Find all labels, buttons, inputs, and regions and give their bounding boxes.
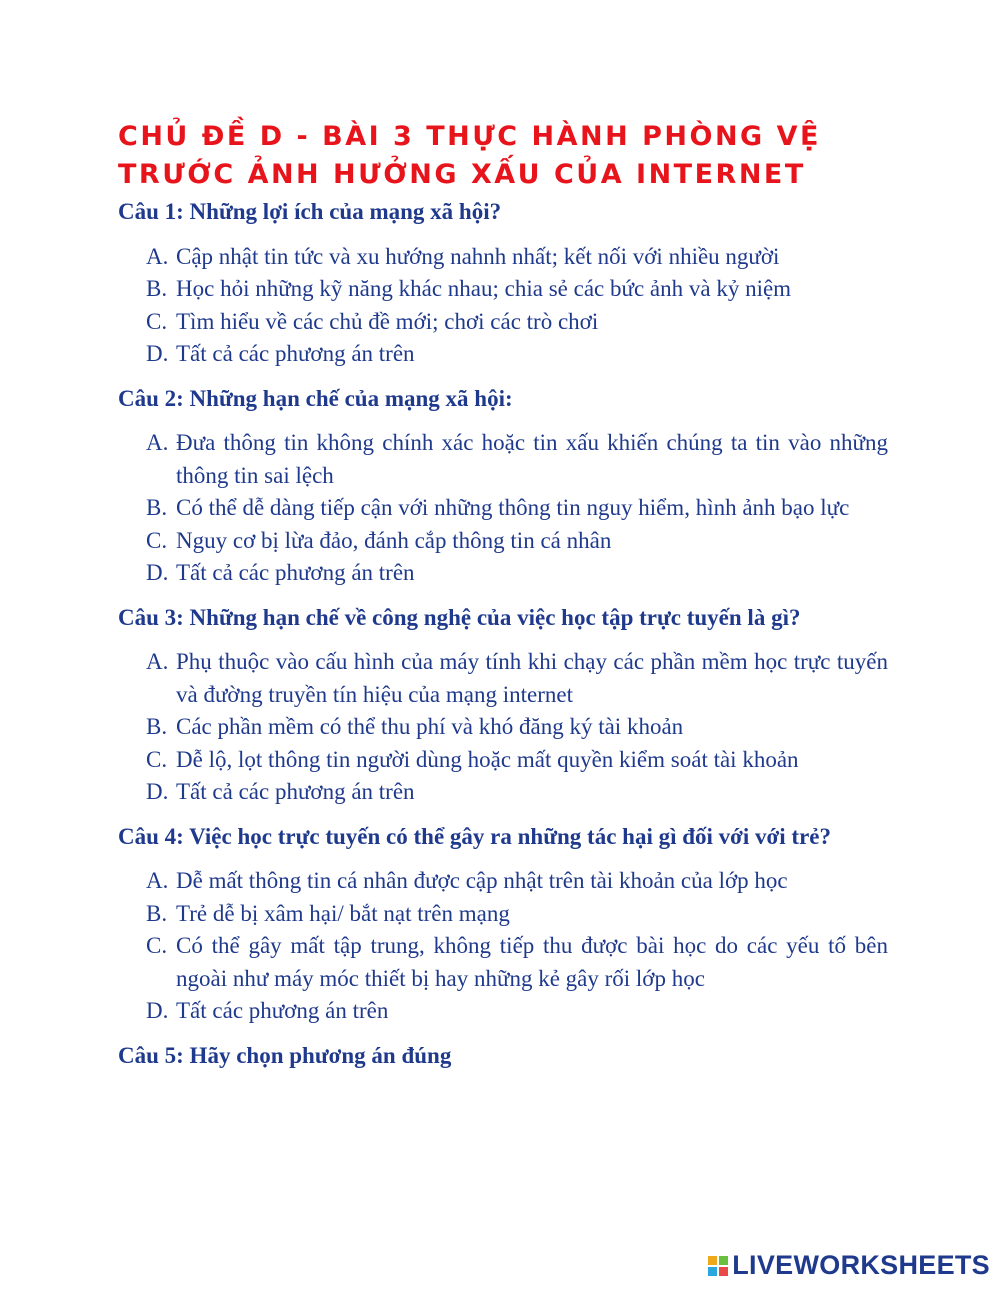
question-title: Câu 3: Những hạn chế về công nghệ của việc học tập trực tuyến là gì? [118,604,801,630]
option-letter: B. [146,495,168,520]
option-text: Học hỏi những kỹ năng khác nhau; chia sẻ các bức ảnh và kỷ niệm [176,276,792,301]
option-text: Dễ mất thông tin cá nhân được cập nhật trên tài khoản của lớp học [176,868,788,893]
option-letter: A. [146,868,169,893]
question-title: Câu 2: Những hạn chế của mạng xã hội: [118,385,513,411]
page-title [118,118,898,194]
option-text: Có thể dễ dàng tiếp cận với những thông tin nguy hiểm, hình ảnh bạo lực [176,495,850,520]
option-letter: D. [146,779,169,804]
question-list [118,196,888,1084]
option-letter: B. [146,900,168,926]
option-text: Cập nhật tin tức và xu hướng nahnh nhất; kết nối với nhiều người [176,243,780,269]
option-text: Tất cả các phương án trên [176,560,415,585]
question-title: Câu 5: Hãy chọn phương án đúng [118,1042,452,1068]
option-text: Phụ thuộc vào cấu hình của máy tính khi chạy các phần mềm học trực tuyến và đường truyền tín hiệu của mạng internet [176,649,888,707]
option-letter: D. [146,560,169,585]
option-letter: A. [146,243,169,269]
option-letter: B. [146,714,168,739]
answer-option [118,646,888,711]
option-text: Tất cả các phương án trên [176,341,415,366]
option-letter: D. [146,998,169,1023]
logo-square [708,1267,717,1276]
answer-option [118,525,888,558]
answer-option [118,995,888,1028]
answer-option [118,776,888,809]
liveworksheets-logo [708,1250,990,1281]
question-title: Câu 1: Những lợi ích của mạng xã hội? [118,199,502,224]
answer-option [118,427,888,492]
option-text: Dễ lộ, lọt thông tin người dùng hoặc mất quyền kiểm soát tài khoản [176,746,799,772]
answer-option [118,273,888,306]
answer-option [118,338,888,371]
answer-option [118,898,888,931]
option-letter: B. [146,276,168,301]
logo-square [719,1256,728,1265]
answer-option [118,492,888,525]
answer-options [118,241,888,371]
answer-option [118,306,888,339]
answer-option [118,865,888,898]
title-line-2: TRƯỚC ẢNH HƯỞNG XẤU CỦA INTERNET [118,159,806,190]
answer-option [118,557,888,590]
option-letter: C. [146,746,168,772]
answer-option [118,241,888,274]
option-letter: A. [146,649,169,674]
answer-option [118,744,888,777]
title-line-1: CHỦ ĐỀ D - BÀI 3 THỰC HÀNH PHÒNG VỆ [118,121,821,152]
option-text: Đưa thông tin không chính xác hoặc tin xấu khiến chúng ta tin vào những thông tin sai lệch [176,430,888,488]
option-text: Nguy cơ bị lừa đảo, đánh cắp thông tin cá nhân [176,527,612,553]
answer-options [118,865,888,1028]
answer-option [118,711,888,744]
option-text: Tất các phương án trên [176,998,389,1023]
logo-square [708,1256,717,1265]
answer-options [118,646,888,809]
option-letter: A. [146,430,169,455]
option-text: Các phần mềm có thể thu phí và khó đăng ký tài khoản [176,714,684,739]
question-title: Câu 4: Việc học trực tuyến có thể gây ra những tác hại gì đối với với trẻ? [118,823,831,849]
option-text: Tất cả các phương án trên [176,779,415,804]
option-letter: C. [146,527,168,553]
option-letter: D. [146,341,169,366]
option-text: Trẻ dễ bị xâm hại/ bắt nạt trên mạng [176,900,510,926]
liveworksheets-logo-icon [708,1256,728,1276]
logo-text: LIVEWORKSHEETS [732,1250,990,1280]
answer-option [118,930,888,995]
option-text: Tìm hiểu về các chủ đề mới; chơi các trò chơi [176,308,599,334]
option-letter: C. [146,308,168,334]
option-text: Có thể gây mất tập trung, không tiếp thu được bài học do các yếu tố bên ngoài như máy móc thiết bị hay những kẻ gây rối lớp học [176,933,888,991]
logo-square [719,1267,728,1276]
answer-options [118,427,888,590]
option-letter: C. [146,933,168,958]
